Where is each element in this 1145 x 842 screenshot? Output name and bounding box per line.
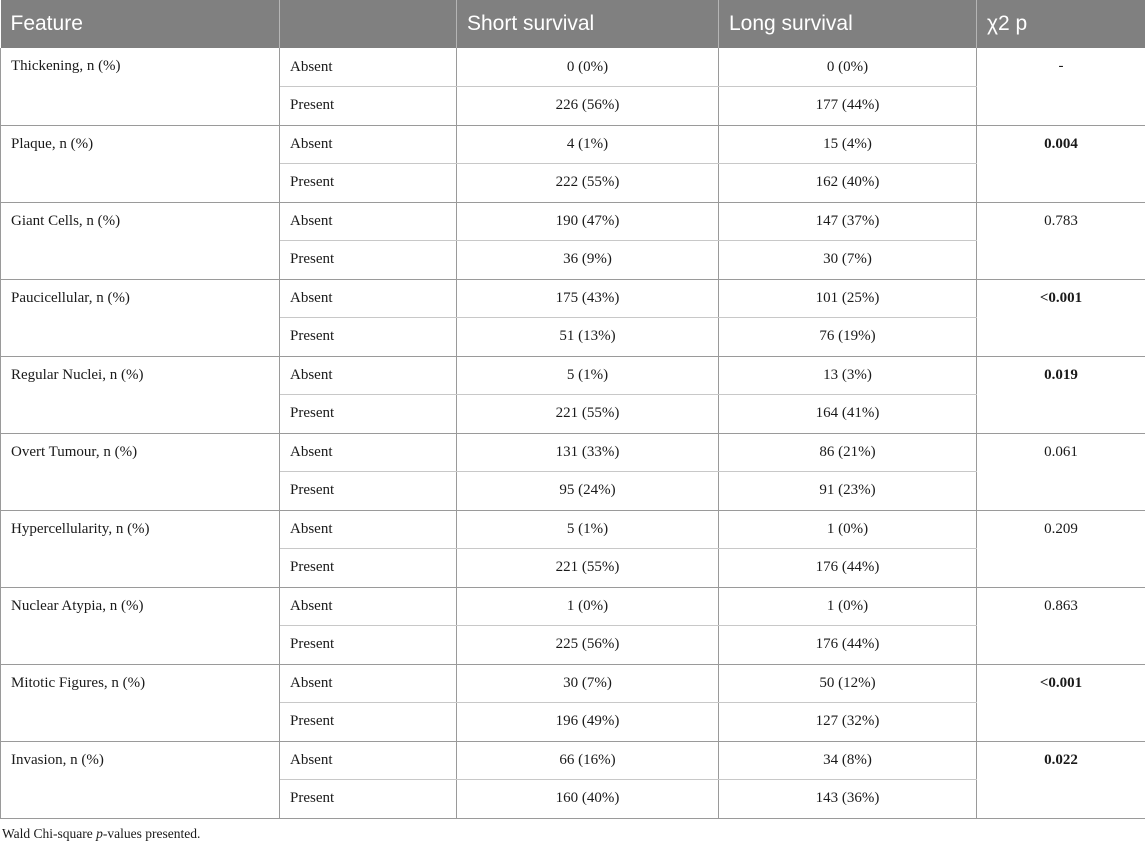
long-survival-cell: 147 (37%) bbox=[719, 202, 977, 241]
short-survival-cell: 190 (47%) bbox=[457, 202, 719, 241]
short-survival-cell: 66 (16%) bbox=[457, 741, 719, 780]
p-value: 0.019 bbox=[977, 356, 1145, 433]
table-row bbox=[1, 587, 1145, 626]
long-survival-cell: 15 (4%) bbox=[719, 125, 977, 164]
level-label: Present bbox=[280, 395, 457, 434]
long-survival-cell: 86 (21%) bbox=[719, 433, 977, 472]
level-label: Absent bbox=[280, 510, 457, 549]
long-survival-cell: 34 (8%) bbox=[719, 741, 977, 780]
short-survival-cell: 225 (56%) bbox=[457, 626, 719, 665]
table-row bbox=[1, 510, 1145, 549]
short-survival-cell: 131 (33%) bbox=[457, 433, 719, 472]
feature-label: Mitotic Figures, n (%) bbox=[1, 664, 280, 741]
table-row bbox=[1, 741, 1145, 780]
short-survival-cell: 5 (1%) bbox=[457, 510, 719, 549]
table-row bbox=[1, 125, 1145, 164]
header-long-survival: Long survival bbox=[719, 0, 977, 48]
level-label: Absent bbox=[280, 125, 457, 164]
footnote-italic-p: p bbox=[96, 825, 103, 841]
short-survival-cell: 226 (56%) bbox=[457, 87, 719, 126]
short-survival-cell: 4 (1%) bbox=[457, 125, 719, 164]
header-chi2-p: χ2 p bbox=[977, 0, 1145, 48]
header-row bbox=[1, 0, 1145, 48]
long-survival-cell: 127 (32%) bbox=[719, 703, 977, 742]
footnote-text-end: -values presented. bbox=[102, 825, 201, 841]
p-value: 0.022 bbox=[977, 741, 1145, 818]
long-survival-cell: 162 (40%) bbox=[719, 164, 977, 203]
short-survival-cell: 36 (9%) bbox=[457, 241, 719, 280]
level-label: Absent bbox=[280, 587, 457, 626]
long-survival-cell: 177 (44%) bbox=[719, 87, 977, 126]
table-row bbox=[1, 279, 1145, 318]
long-survival-cell: 176 (44%) bbox=[719, 626, 977, 665]
feature-label: Invasion, n (%) bbox=[1, 741, 280, 818]
long-survival-cell: 91 (23%) bbox=[719, 472, 977, 511]
short-survival-cell: 5 (1%) bbox=[457, 356, 719, 395]
level-label: Absent bbox=[280, 48, 457, 87]
table-row bbox=[1, 48, 1145, 87]
footnote bbox=[2, 826, 1145, 842]
feature-label: Regular Nuclei, n (%) bbox=[1, 356, 280, 433]
short-survival-cell: 221 (55%) bbox=[457, 395, 719, 434]
p-value: 0.004 bbox=[977, 125, 1145, 202]
level-label: Absent bbox=[280, 741, 457, 780]
long-survival-cell: 50 (12%) bbox=[719, 664, 977, 703]
table-body bbox=[1, 48, 1145, 818]
short-survival-cell: 95 (24%) bbox=[457, 472, 719, 511]
feature-label: Nuclear Atypia, n (%) bbox=[1, 587, 280, 664]
long-survival-cell: 164 (41%) bbox=[719, 395, 977, 434]
level-label: Absent bbox=[280, 202, 457, 241]
level-label: Present bbox=[280, 472, 457, 511]
level-label: Present bbox=[280, 318, 457, 357]
short-survival-cell: 222 (55%) bbox=[457, 164, 719, 203]
short-survival-cell: 160 (40%) bbox=[457, 780, 719, 819]
short-survival-cell: 196 (49%) bbox=[457, 703, 719, 742]
p-value: - bbox=[977, 48, 1145, 125]
feature-label: Plaque, n (%) bbox=[1, 125, 280, 202]
header-level bbox=[280, 0, 457, 48]
level-label: Absent bbox=[280, 664, 457, 703]
long-survival-cell: 76 (19%) bbox=[719, 318, 977, 357]
level-label: Present bbox=[280, 703, 457, 742]
footnote-text: Wald Chi-square bbox=[2, 825, 97, 841]
long-survival-cell: 13 (3%) bbox=[719, 356, 977, 395]
feature-label: Giant Cells, n (%) bbox=[1, 202, 280, 279]
feature-label: Hypercellularity, n (%) bbox=[1, 510, 280, 587]
long-survival-cell: 30 (7%) bbox=[719, 241, 977, 280]
level-label: Absent bbox=[280, 356, 457, 395]
long-survival-cell: 176 (44%) bbox=[719, 549, 977, 588]
short-survival-cell: 51 (13%) bbox=[457, 318, 719, 357]
p-value: 0.783 bbox=[977, 202, 1145, 279]
level-label: Absent bbox=[280, 279, 457, 318]
short-survival-cell: 30 (7%) bbox=[457, 664, 719, 703]
level-label: Present bbox=[280, 780, 457, 819]
short-survival-cell: 175 (43%) bbox=[457, 279, 719, 318]
p-value: 0.061 bbox=[977, 433, 1145, 510]
p-value: 0.863 bbox=[977, 587, 1145, 664]
short-survival-cell: 1 (0%) bbox=[457, 587, 719, 626]
level-label: Present bbox=[280, 549, 457, 588]
level-label: Absent bbox=[280, 433, 457, 472]
table-row bbox=[1, 433, 1145, 472]
table-row bbox=[1, 664, 1145, 703]
p-value: 0.209 bbox=[977, 510, 1145, 587]
p-value: <0.001 bbox=[977, 279, 1145, 356]
short-survival-cell: 0 (0%) bbox=[457, 48, 719, 87]
long-survival-cell: 101 (25%) bbox=[719, 279, 977, 318]
feature-label: Paucicellular, n (%) bbox=[1, 279, 280, 356]
header-short-survival: Short survival bbox=[457, 0, 719, 48]
level-label: Present bbox=[280, 626, 457, 665]
long-survival-cell: 0 (0%) bbox=[719, 48, 977, 87]
table-row bbox=[1, 202, 1145, 241]
long-survival-cell: 143 (36%) bbox=[719, 780, 977, 819]
feature-label: Thickening, n (%) bbox=[1, 48, 280, 125]
p-value: <0.001 bbox=[977, 664, 1145, 741]
header-feature: Feature bbox=[1, 0, 280, 48]
table-row bbox=[1, 356, 1145, 395]
long-survival-cell: 1 (0%) bbox=[719, 510, 977, 549]
long-survival-cell: 1 (0%) bbox=[719, 587, 977, 626]
feature-label: Overt Tumour, n (%) bbox=[1, 433, 280, 510]
level-label: Present bbox=[280, 87, 457, 126]
level-label: Present bbox=[280, 164, 457, 203]
short-survival-cell: 221 (55%) bbox=[457, 549, 719, 588]
level-label: Present bbox=[280, 241, 457, 280]
